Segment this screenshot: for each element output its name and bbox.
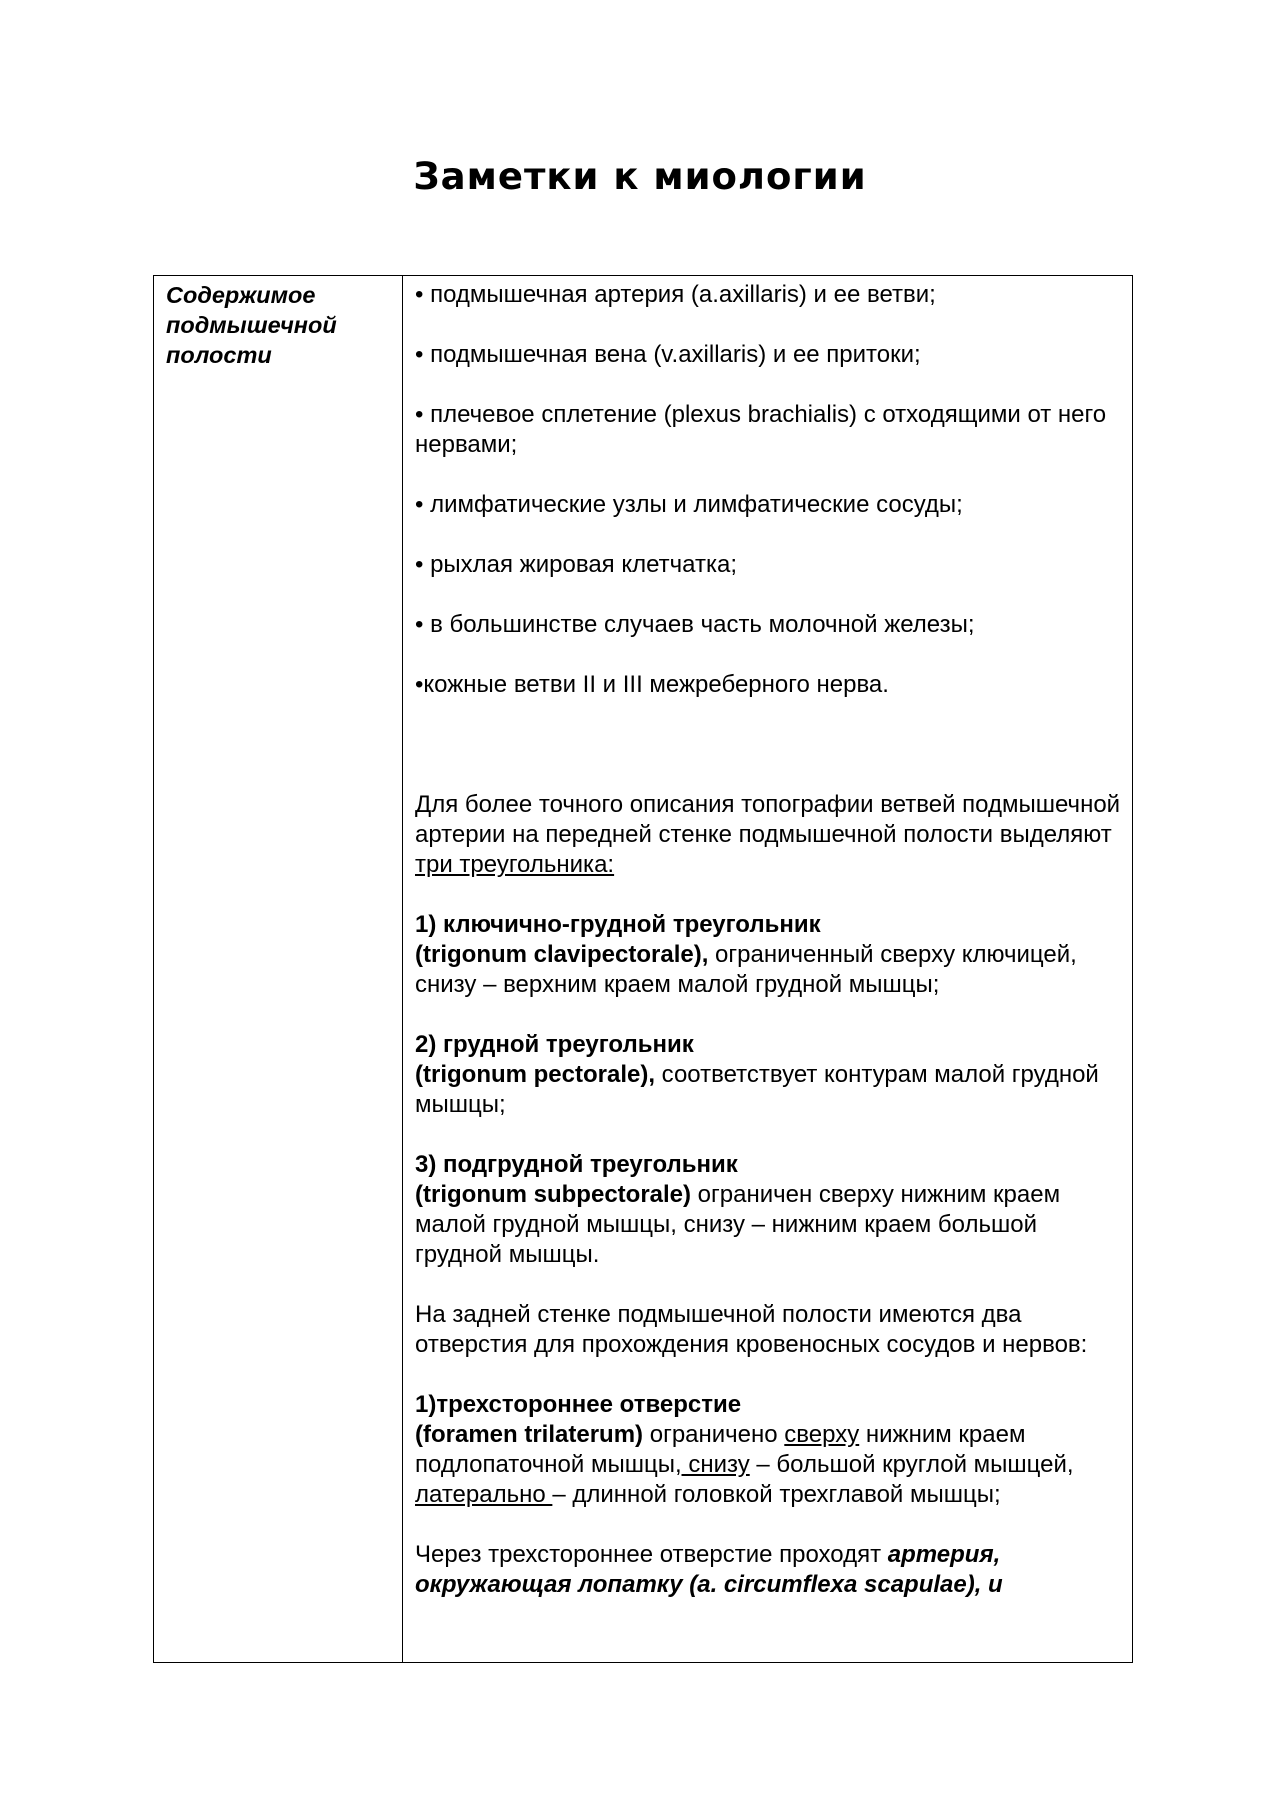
page-title: Заметки к миологии (413, 155, 867, 198)
list-item: • подмышечная артерия (a.axillaris) и ее ветви; (415, 281, 936, 308)
spacer (415, 730, 1122, 790)
posterior-intro: На задней стенке подмышечной полости имеются два отверстия для прохождения кровеносных сосудов и нервов: (415, 1301, 1088, 1358)
triangle-3 (415, 1150, 1122, 1270)
passage-bold: артерия, окружающая лопатку (a. circumflexa scapulae), и (415, 1541, 1003, 1598)
foramen-text: нижним краем подлопаточной мышцы (415, 1421, 1026, 1478)
foramen-text: ограничено (643, 1421, 785, 1448)
foramen-text: – длинной головкой трехглавой мышцы; (552, 1481, 1001, 1508)
triangle-2 (415, 1030, 1122, 1120)
triangle-latin: (trigonum pectorale), (415, 1061, 656, 1088)
triangle-latin: (trigonum clavipectorale), (415, 941, 709, 968)
foramen-underline: латерально (415, 1481, 553, 1508)
triangle-heading: 2) грудной треугольник (415, 1031, 694, 1058)
triangle-1 (415, 910, 1122, 1000)
content-cell (403, 276, 1133, 1663)
notes-table (153, 275, 1133, 1663)
foramen-underline: , снизу (674, 1451, 750, 1478)
foramen-latin: (foramen trilaterum) (415, 1421, 644, 1448)
triangle-desc: ограничен сверху нижним краем малой грудной мышцы, снизу – нижним краем большой грудной мышцы. (415, 1181, 1061, 1268)
triangle-desc: ограниченный сверху ключицей, снизу – верхним краем малой грудной мышцы; (415, 941, 1077, 998)
foramen-heading: 1)трехстороннее отверстие (415, 1391, 742, 1418)
list-item: • рыхлая жировая клетчатка; (415, 551, 738, 578)
foramen-underline: сверху (784, 1421, 860, 1448)
foramen-text: – большой круглой мышцей, (749, 1451, 1074, 1478)
passage-text: Через трехстороннее отверстие проходят (415, 1541, 888, 1568)
table-row (154, 276, 1133, 1663)
triangle-latin: (trigonum subpectorale) (415, 1181, 692, 1208)
list-item: • лимфатические узлы и лимфатические сосуды; (415, 491, 963, 518)
list-item: •кожные ветви II и III межреберного нерва. (415, 671, 889, 698)
list-item: • в большинстве случаев часть молочной железы; (415, 611, 975, 638)
passage-paragraph (415, 1540, 1122, 1600)
triangles-link: три треугольника: (415, 851, 615, 878)
triangle-heading: 3) подгрудной треугольник (415, 1151, 738, 1178)
intro-text: Для более точного описания топографии ветвей подмышечной артерии на передней стенке подмышечной полости выделяют (415, 791, 1121, 848)
term-cell: Содержимое подмышечной полости (154, 276, 403, 1663)
foramen-paragraph (415, 1390, 1122, 1510)
triangle-heading: 1) ключично-грудной треугольник (415, 911, 821, 938)
intro-paragraph (415, 790, 1122, 880)
list-item: • подмышечная вена (v.axillaris) и ее притоки; (415, 341, 921, 368)
triangle-desc: соответствует контурам малой грудной мышцы; (415, 1061, 1099, 1118)
list-item: • плечевое сплетение (plexus brachialis) с отходящими от него нервами; (415, 401, 1107, 458)
